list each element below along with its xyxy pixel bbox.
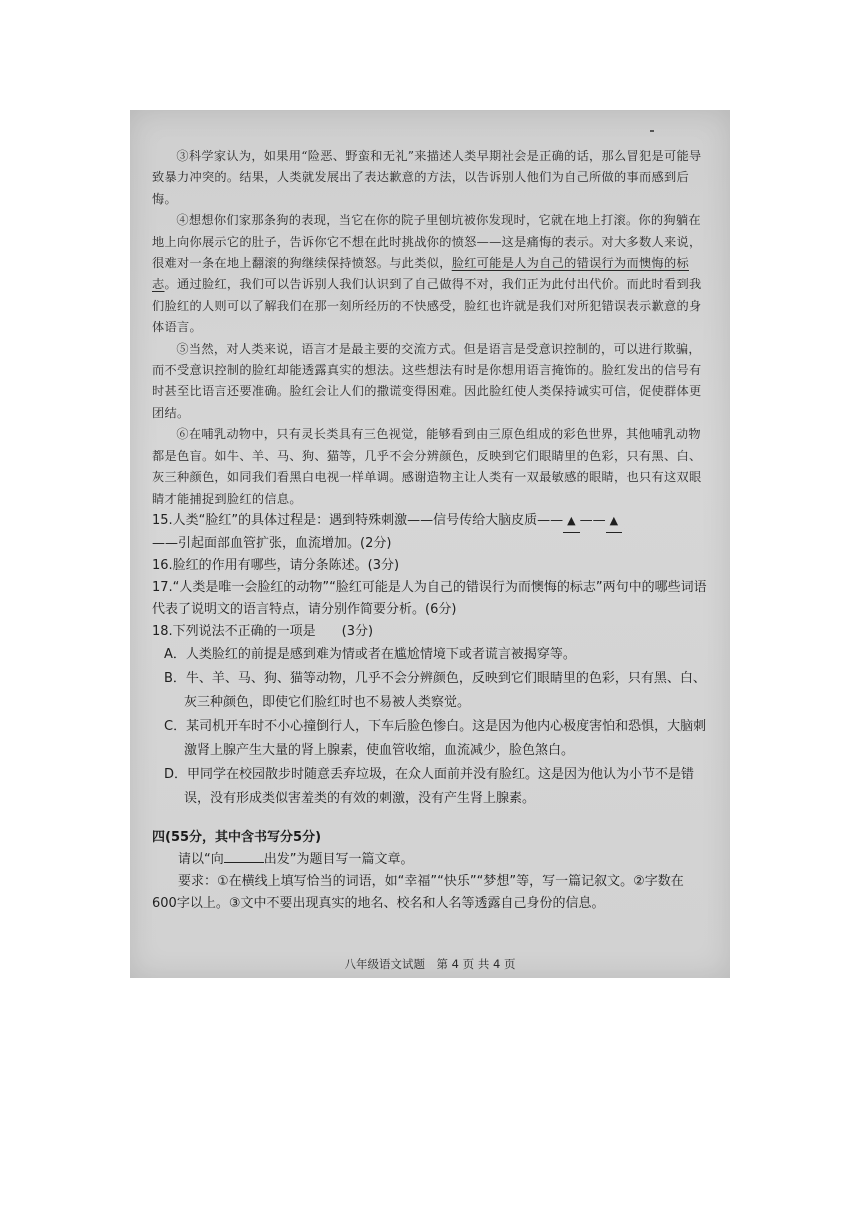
passage-paragraph-6: ⑥在哺乳动物中，只有灵长类具有三色视觉，能够看到由三原色组成的彩色世界，其他哺乳动物都是色盲。如牛、羊、马、狗、猫等，几乎不会分辨颜色，反映到它们眼睛里的色彩，只有黑、白、灰三种颜色，如同我们看黑白电视一样单调。感谢造物主让人类有一双最敏感的眼睛，也只有这双眼睛才能捕捉到脸红的信息。: [152, 427, 702, 506]
q15-text-b: ——引起面部血管扩张，血流增加。(2分): [152, 535, 392, 551]
essay-heading: 四(55分，其中含书写分5分): [152, 829, 322, 845]
q15-sep: ——: [579, 512, 606, 528]
essay-requirements: 要求：①在横线上填写恰当的词语，如“幸福”“快乐”“梦想”等，写一篇记叙文。②字数在600字以上。③文中不要出现真实的地名、校名和人名等透露自己身份的信息。: [152, 873, 684, 911]
passage-paragraph-3: ③科学家认为，如果用“险恶、野蛮和无礼”来描述人类早期社会是正确的话，那么冒犯是可能导致暴力冲突的。结果，人类就发展出了表达歉意的方法，以告诉别人他们为自己所做的事而感到后悔。: [152, 149, 702, 206]
question-18: 18.下列说法不正确的一项是 (3分): [152, 623, 374, 639]
essay-prompt-a: 请以“向: [178, 851, 224, 867]
question-16: 16.脸红的作用有哪些，请分条陈述。(3分): [152, 557, 400, 573]
passage-paragraph-4: [152, 210, 708, 338]
option-c: C．某司机开车时不小心撞倒行人，下车后脸色惨白。这是因为他内心极度害怕和恐惧，大脑刺激肾上腺产生大量的肾上腺素，使血管收缩，血流减少，脸色煞白。: [164, 718, 707, 758]
exam-sheet-photo: [130, 110, 730, 978]
page-footer: 八年级语文试题 第 4 页 共 4 页: [344, 957, 516, 971]
essay-prompt-b: 出发”为题目写一篇文章。: [263, 851, 414, 867]
question-15: [152, 510, 708, 555]
option-a: A．人类脸红的前提是感到难为情或者在尴尬情境下或者谎言被揭穿等。: [164, 646, 576, 662]
passage-p4-text-b: 。通过脸红，我们可以告诉别人我们认识到了自己做得不对，我们正为此付出代价。而此时看到我们脸红的人则可以了解我们在那一刻所经历的不快感受，脸红也许就是我们对所犯错误表示歉意的身体语言。: [152, 277, 702, 335]
question-17: 17.“人类是唯一会脸红的动物”“脸红可能是人为自己的错误行为而懊悔的标志”两句中的哪些词语代表了说明文的语言特点，请分别作简要分析。(6分): [152, 579, 707, 617]
passage-p4-underlined: 脸红可能是人为自己的错误行为而懊悔的标志: [152, 256, 689, 292]
q15-text-a: 15.人类“脸红”的具体过程是：遇到特殊刺激——信号传给大脑皮质——: [152, 512, 564, 528]
scan-speck: [650, 130, 654, 132]
essay-title-blank: [224, 861, 264, 863]
q15-blank-1: ▲: [563, 510, 579, 533]
page-content: [152, 146, 708, 915]
passage-paragraph-5: ⑤当然，对人类来说，语言才是最主要的交流方式。但是语言是受意识控制的，可以进行欺骗，而不受意识控制的脸红却能透露真实的想法。这些想法有时是你想用语言掩饰的。脸红发出的信号有时甚至比语言还要准确。脸红会让人们的撒谎变得困难。因此脸红使人类保持诚实可信，促使群体更团结。: [152, 341, 702, 420]
option-d: D．甲同学在校园散步时随意丢弃垃圾，在众人面前并没有脸红。这是因为他认为小节不是错误，没有形成类似害羞类的有效的刺激，没有产生肾上腺素。: [164, 766, 695, 806]
q15-blank-2: ▲: [606, 510, 622, 533]
passage-p4-text-a: ④想想你们家那条狗的表现，当它在你的院子里刨坑被你发现时，它就在地上打滚。你的狗躺在地上向你展示它的肚子，告诉你它不想在此时挑战你的愤怒——这是痛悔的表示。对大多数人来说，很难对一条在地上翻滚的狗继续保持愤怒。与此类似，: [152, 213, 702, 271]
essay-prompt: [152, 849, 708, 871]
option-b: B．牛、羊、马、狗、猫等动物，几乎不会分辨颜色，反映到它们眼睛里的色彩，只有黑、白、灰三种颜色，即使它们脸红时也不易被人类察觉。: [164, 670, 706, 710]
